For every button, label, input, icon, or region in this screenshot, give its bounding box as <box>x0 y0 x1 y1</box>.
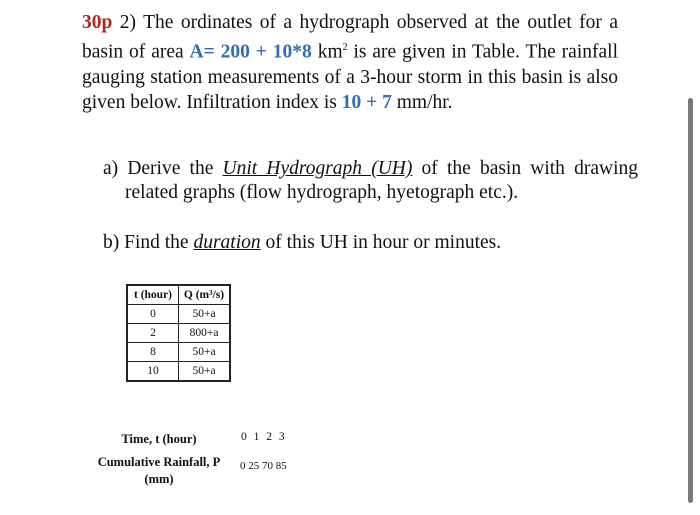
part-a <box>103 157 638 205</box>
area-unit-superscript: 2 <box>342 42 348 53</box>
rainfall-values: 0 25 70 85 <box>240 460 287 472</box>
part-b <box>103 231 616 255</box>
table-row <box>127 343 230 362</box>
cell-discharge: 50+a <box>179 343 231 362</box>
time-label: Time, t (hour) <box>121 432 197 446</box>
question-text-1: 2) The ordinates of a hydrograph observed at the outlet for a basin of area <box>82 12 618 63</box>
cell-time: 2 <box>127 324 179 343</box>
part-b-prefix: b) Find the <box>103 232 194 253</box>
duration-term: duration <box>193 232 261 253</box>
cell-discharge: 800+a <box>179 324 231 343</box>
question-text-2: km <box>311 41 343 63</box>
unit-hydrograph-term: Unit Hydrograph (UH) <box>222 158 413 179</box>
points-label: 30p <box>82 12 113 33</box>
table-row <box>127 305 230 324</box>
table-row <box>127 324 230 343</box>
part-a-prefix: a) Derive the <box>103 158 223 179</box>
time-values: 0 1 2 3 <box>241 431 285 443</box>
question-text-4: mm/hr. <box>391 91 453 113</box>
cell-time: 0 <box>127 305 179 324</box>
rainfall-labels <box>84 431 234 488</box>
cumulative-rainfall-unit: (mm) <box>144 472 174 486</box>
cell-discharge: 50+a <box>179 305 231 324</box>
column-header-time: t (hour) <box>127 285 179 305</box>
column-header-discharge: Q (m³/s) <box>179 285 231 305</box>
part-b-suffix: of this UH in hour or minutes. <box>260 232 502 253</box>
cumulative-rainfall-label: Cumulative Rainfall, P <box>97 455 221 469</box>
area-expression: A= 200 + 10*8 <box>189 41 312 63</box>
table-row <box>127 362 230 382</box>
cell-discharge: 50+a <box>179 362 231 382</box>
cell-time: 8 <box>127 343 179 362</box>
hydrograph-table <box>126 284 231 382</box>
infiltration-index-expression: 10 + 7 <box>341 91 392 113</box>
question-text <box>82 10 618 115</box>
table-header-row <box>127 285 230 305</box>
part-a-suffix: of the basin with drawing related graphs (flow hydrograph, hyetograph etc.). <box>125 158 638 203</box>
cell-time: 10 <box>127 362 179 382</box>
question-text-3: is are given in Table. The rainfall gauging station measurements of a 3-hour storm in this basin is also given below. Infiltration index is <box>82 41 618 113</box>
scrollbar[interactable] <box>688 98 693 503</box>
